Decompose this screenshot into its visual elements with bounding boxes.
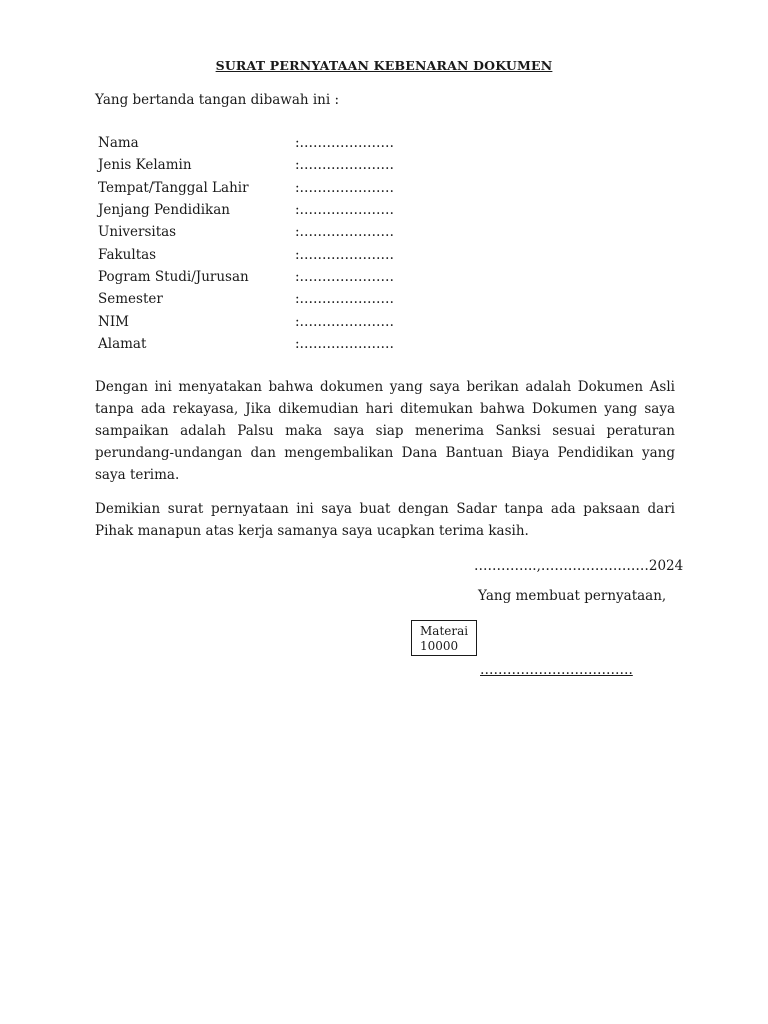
field-value: :………………… <box>295 246 395 263</box>
identity-fields <box>98 132 518 355</box>
maker-label: Yang membuat pernyataan, <box>478 588 667 604</box>
field-row-program-studi <box>98 266 518 288</box>
field-label: Semester <box>98 291 163 308</box>
field-value: :………………… <box>295 179 395 196</box>
field-row-universitas <box>98 221 518 243</box>
field-value: :………………… <box>295 135 395 152</box>
field-value: :………………… <box>295 268 395 285</box>
field-value: :………………… <box>295 157 395 174</box>
field-value: :………………… <box>295 224 395 241</box>
field-value: :………………… <box>295 335 395 352</box>
field-row-nama <box>98 132 518 154</box>
materai-value: 10000 <box>420 639 459 653</box>
field-row-tempat-tanggal-lahir <box>98 177 518 199</box>
place-date-line: …………..,……………………2024 <box>474 558 684 574</box>
field-label: Alamat <box>98 335 147 352</box>
field-label: NIM <box>98 313 129 330</box>
field-row-alamat <box>98 333 518 355</box>
materai-stamp-box <box>411 620 477 656</box>
field-label: Jenis Kelamin <box>98 157 192 174</box>
field-label: Fakultas <box>98 246 157 263</box>
field-value: :………………… <box>295 291 395 308</box>
field-label: Universitas <box>98 224 177 241</box>
field-row-semester <box>98 288 518 310</box>
intro-text: Yang bertanda tangan dibawah ini : <box>95 92 340 108</box>
field-row-nim <box>98 310 518 332</box>
field-label: Tempat/Tanggal Lahir <box>98 179 249 196</box>
field-row-fakultas <box>98 243 518 265</box>
field-row-jenis-kelamin <box>98 154 518 176</box>
document-title: SURAT PERNYATAAN KEBENARAN DOKUMEN <box>215 58 553 73</box>
field-value: :………………… <box>295 313 395 330</box>
field-row-jenjang-pendidikan <box>98 199 518 221</box>
materai-label: Materai <box>420 624 469 638</box>
closing-paragraph: Demikian surat pernyataan ini saya buat dengan Sadar tanpa ada paksaan dari Pihak manapun atas kerja samanya saya ucapkan terima kasih. <box>95 501 675 539</box>
field-value: :………………… <box>295 202 395 219</box>
field-label: Pogram Studi/Jurusan <box>98 268 249 285</box>
statement-paragraph: Dengan ini menyatakan bahwa dokumen yang saya berikan adalah Dokumen Asli tanpa ada rekayasa, Jika dikemudian hari ditemukan bahwa Dokumen yang saya sampaikan adalah Palsu maka saya siap menerima Sanksi sesuai peraturan perundang-undangan dan mengembalikan Dana Bantuan Biaya Pendidikan yang saya terima. <box>95 379 675 483</box>
signature-line: ……………………………. <box>480 662 633 678</box>
field-label: Nama <box>98 135 139 152</box>
field-label: Jenjang Pendidikan <box>98 202 230 219</box>
